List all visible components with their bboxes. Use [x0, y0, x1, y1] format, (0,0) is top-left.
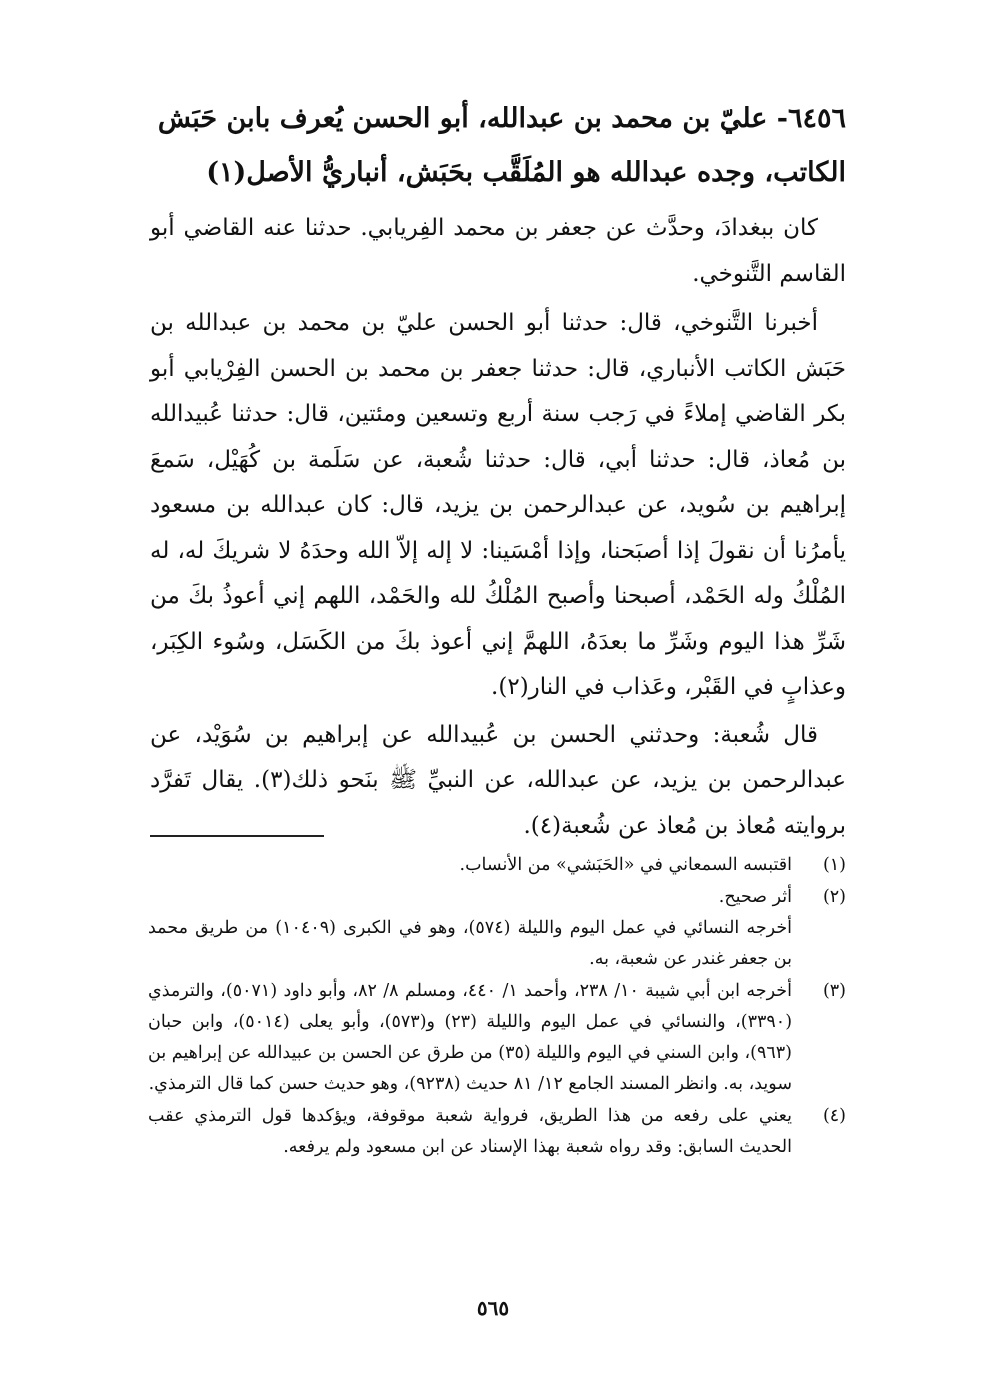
footnote-3: [148, 976, 846, 1100]
footnote-number: (١): [822, 855, 846, 875]
paragraph-intro: كان ببغدادَ، وحدَّث عن جعفر بن محمد الفِريابي. حدثنا عنه القاضي أبو القاسم التَّنوخي.: [150, 215, 846, 287]
footnote-2: [148, 882, 846, 975]
footnote-line: أخرجه النسائي في عمل اليوم والليلة (٥٧٤)، وهو في الكبرى (١٠٤٠٩) من طريق محمد بن جعفر غندر عن شعبة، به.: [148, 918, 793, 969]
footnote-line: أخرجه ابن أبي شيبة ١٠/ ٢٣٨، وأحمد ١/ ٤٤٠، ومسلم ٨/ ٨٢، وأبو داود (٥٠٧١)، والترمذي (٣٣٩٠)، والنسائي في عمل اليوم والليلة (٢٣) و(٥٧٣)، وأبو يعلى (٥٠١٤)، وابن حبان (٩٦٣)، وابن السني في اليوم والليلة (٣٥) من طرق عن الحسن بن عبيدالله عن إبراهيم بن سويد، به. وانظر المسند الجامع ١٢/ ٨١ حديث (٩٢٣٨)، وهو حديث حسن كما قال الترمذي.: [148, 981, 793, 1094]
footnote-text: [148, 976, 792, 1100]
footnote-text: [148, 1101, 792, 1163]
footnote-line: يعني على رفعه من هذا الطريق، فرواية شعبة موقوفة، ويؤكدها قول الترمذي عقب الحديث السابق: وقد رواه شعبة بهذا الإسناد عن ابن مسعود ولم يرفعه.: [148, 1106, 792, 1157]
paragraph-shuba: قال شُعبة: وحدثني الحسن بن عُبيدالله عن إبراهيم بن سُوَيْد، عن عبدالرحمن بن يزيد، عن عبدالله، عن النبيِّ ﷺ بنَحو ذلك(٣). يقال تَفرَّد بروايته مُعاذ بن مُعاذ عن شُعبة(٤).: [150, 721, 846, 839]
paragraph-hadith: أخبرنا التَّنوخي، قال: حدثنا أبو الحسن عليّ بن محمد بن عبدالله بن حَبَش الكاتب الأنباري، قال: حدثنا جعفر بن محمد بن الحسن الفِرْيابي أبو بكر القاضي إملاءً في رَجب سنة أربع وتسعين ومئتين، قال: حدثنا عُبيدالله بن مُعاذ، قال: حدثنا أبي، قال: حدثنا شُعبة، عن سَلَمة بن كُهَيْل، سَمعَ إبراهيم بن سُويد، عن عبدالرحمن بن يزيد، قال: كان عبدالله بن مسعود يأمرُنا أن نقولَ إذا أصبَحنا، وإذا أمْسَينا: لا إله إلاّ الله وحدَهُ لا شريكَ له، له المُلْكُ وله الحَمْد، أصبحنا وأصبح المُلْكُ لله والحَمْد، اللهم إني أعوذُ بكَ من شَرِّ هذا اليوم وشَرِّ ما بعدَهُ، اللهمَّ إني أعوذ بكَ من الكَسَل، وسُوء الكِبَر، وعذابٍ في القَبْر، وعَذاب في النار(٢).: [150, 310, 846, 700]
page-number: ٥٦٥: [476, 1296, 510, 1320]
footnote-text: [148, 882, 792, 975]
footnote-1: [148, 850, 846, 881]
footnotes: [148, 850, 846, 1164]
footnote-number: (٢): [822, 887, 846, 907]
main-text: [150, 92, 846, 851]
footnote-number: (٤): [822, 1106, 846, 1126]
footnote-line: أثر صحيح.: [718, 887, 792, 907]
footnote-separator: [150, 835, 324, 837]
entry-heading-line-1: ٦٤٥٦- عليّ بن محمد بن عبدالله، أبو الحسن يُعرف بابن حَبَش: [157, 103, 846, 134]
footnote-text: [148, 850, 792, 881]
footnote-number: (٣): [822, 981, 846, 1001]
footnote-line: اقتبسه السمعاني في «الحَبَشي» من الأنساب.: [459, 855, 792, 875]
entry-heading: [150, 92, 846, 200]
entry-heading-line-2: الكاتب، وجده عبدالله هو المُلَقَّب بحَبَش، أنباريُّ الأصل(١): [206, 157, 846, 188]
footnote-4: [148, 1101, 846, 1163]
